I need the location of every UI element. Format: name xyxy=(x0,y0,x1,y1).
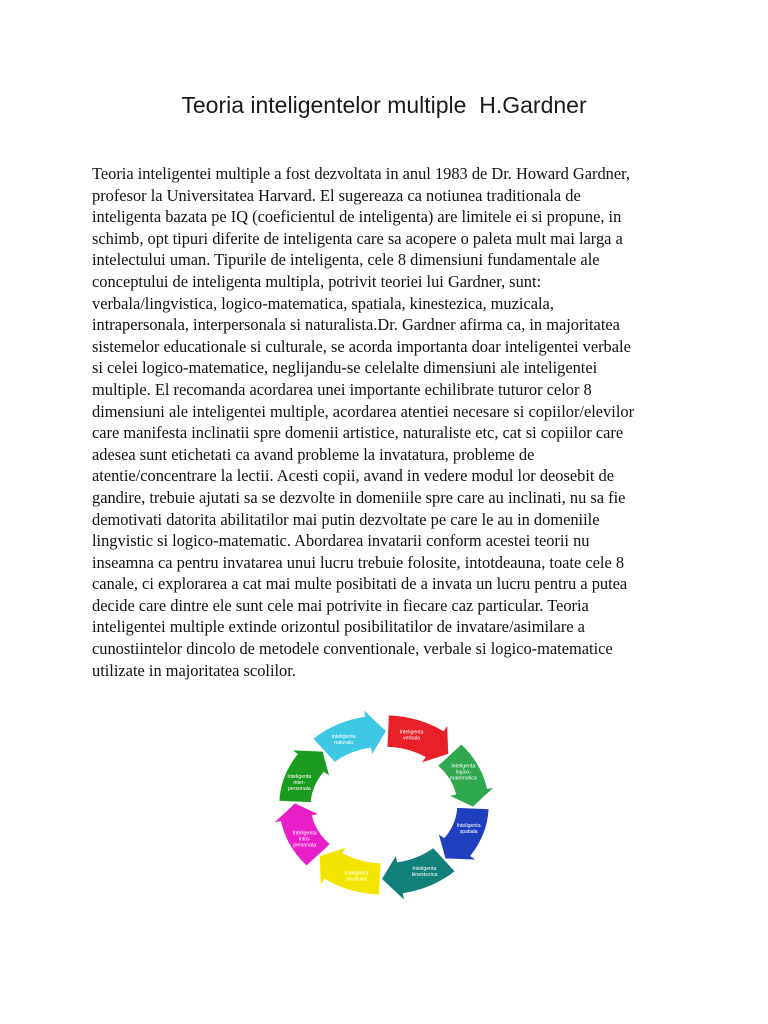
paragraph-line: gandire, trebuie ajutati sa se dezvolte in domeniile spre care au inclinati, nu sa fie xyxy=(92,487,626,507)
paragraph-line: care manifesta inclinatii spre domenii artistice, naturaliste etc, cat si copiilor care xyxy=(92,423,624,443)
paragraph-line: sistemelor educationale si culturale, se acorda importanta doar inteligentei verbale xyxy=(92,336,631,356)
cycle-segment-label-line: Inteligenta xyxy=(292,830,317,837)
cycle-segment-label xyxy=(412,866,438,878)
cycle-segment-label-line: Inteligenta xyxy=(451,763,476,770)
cycle-segment-label-line: verbala xyxy=(402,735,421,742)
cycle-segment-label xyxy=(345,870,369,882)
paragraph-line: utilizate in majoritatea scolilor. xyxy=(92,660,296,680)
cycle-segment-label xyxy=(332,734,356,746)
paragraph-line: inteligentei multiple extinde orizontul posibilitatilor de invatare/asimilare a xyxy=(92,617,585,637)
paragraph-line: Teoria inteligentei multiple a fost dezvoltata in anul 1983 de Dr. Howard Gardner, xyxy=(92,164,631,183)
cycle-segment-label-line: Inteligenta xyxy=(331,734,356,741)
cycle-segment-label xyxy=(400,730,424,742)
cycle-segment-label xyxy=(457,823,481,835)
cycle-segment-label-line: kinestezica xyxy=(411,871,438,878)
paragraph-line: demotivati datorita abilitatilor mai putin dezvoltate pe care le au in domeniile xyxy=(92,509,600,529)
multiple-intelligences-cycle-diagram xyxy=(264,705,504,905)
document-paragraph xyxy=(92,163,692,681)
paragraph-line: cunostiintelor dincolo de metodele conventionale, verbale si logico-matematice xyxy=(92,639,613,659)
paragraph-line: profesor la Universitatea Harvard. El sugereaza ca notiunea traditionala de xyxy=(92,185,581,205)
cycle-segment-label-line: personala xyxy=(293,842,317,849)
paragraph-line: decide care dintre ele sunt cele mai potrivite in fiecare caz particular. Teoria xyxy=(92,595,589,615)
cycle-segment-label-line: Inteligenta xyxy=(287,774,312,781)
paragraph-line: inseamna ca pentru invatarea unui lucru trebuie folosite, intotdeauna, toate cele 8 xyxy=(92,552,625,572)
paragraph-line: atentie/concentrare la lectii. Acesti copii, avand in vedere modul lor deosebit de xyxy=(92,466,615,486)
paragraph-line: dimensiuni ale inteligentei multiple, acordarea atentiei necesare si copiilor/elevilor xyxy=(92,401,635,421)
cycle-segment-label-line: spatiala xyxy=(459,828,478,835)
cycle-segment-label-line: personala xyxy=(287,786,311,793)
paragraph-line: lingvistic si logico-matematic. Abordarea invatarii conform acestei teorii nu xyxy=(92,531,590,551)
cycle-segment-label-line: intra- xyxy=(298,836,311,843)
paragraph-line: intrapersonala, interpersonala si naturalista.Dr. Gardner afirma ca, in majoritatea xyxy=(92,315,620,335)
paragraph-line: adesea sunt etichetati ca avand probleme la invatatura, probleme de xyxy=(92,444,535,464)
cycle-segment-label-line: Inteligenta xyxy=(456,822,481,829)
cycle-segment-label-line: logico- xyxy=(455,769,471,776)
cycle-segment-label-line: inter- xyxy=(293,780,306,787)
paragraph-line: canale, ci explorarea a cat mai multe posibitati de a invata un lucru pentru a putea xyxy=(92,574,628,594)
cycle-segment-label-line: muzicala xyxy=(346,876,367,883)
paragraph-line: verbala/lingvistica, logico-matematica, spatiala, kinestezica, muzicala, xyxy=(92,293,554,313)
paragraph-line: inteligenta bazata pe IQ (coeficientul de inteligenta) are limitele ei si propune, in xyxy=(92,207,622,227)
cycle-segment-label-line: Inteligenta xyxy=(344,870,369,877)
paragraph-line: si celei logico-matematice, neglijandu-se celelalte dimensiuni ale inteligentei xyxy=(92,358,598,378)
cycle-segment-label-line: matematica xyxy=(449,775,477,782)
cycle-segment-label-line: Inteligenta xyxy=(412,865,437,872)
cycle-segment-label-line: naturala xyxy=(334,740,353,747)
paragraph-line: intelectului uman. Tipurile de inteligenta, cele 8 dimensiuni fundamentale ale xyxy=(92,250,600,270)
cycle-segment-label-line: Inteligenta xyxy=(399,729,424,736)
paragraph-line: multiple. El recomanda acordarea unei importante echilibrate tuturor celor 8 xyxy=(92,379,592,399)
paragraph-line: conceptului de inteligenta multipla, potrivit teoriei lui Gardner, sunt: xyxy=(92,271,542,291)
paragraph-line: schimb, opt tipuri diferite de inteligenta care sa acopere o paleta mult mai larga a xyxy=(92,228,623,248)
document-title: Teoria inteligentelor multiple H.Gardner xyxy=(181,92,587,118)
